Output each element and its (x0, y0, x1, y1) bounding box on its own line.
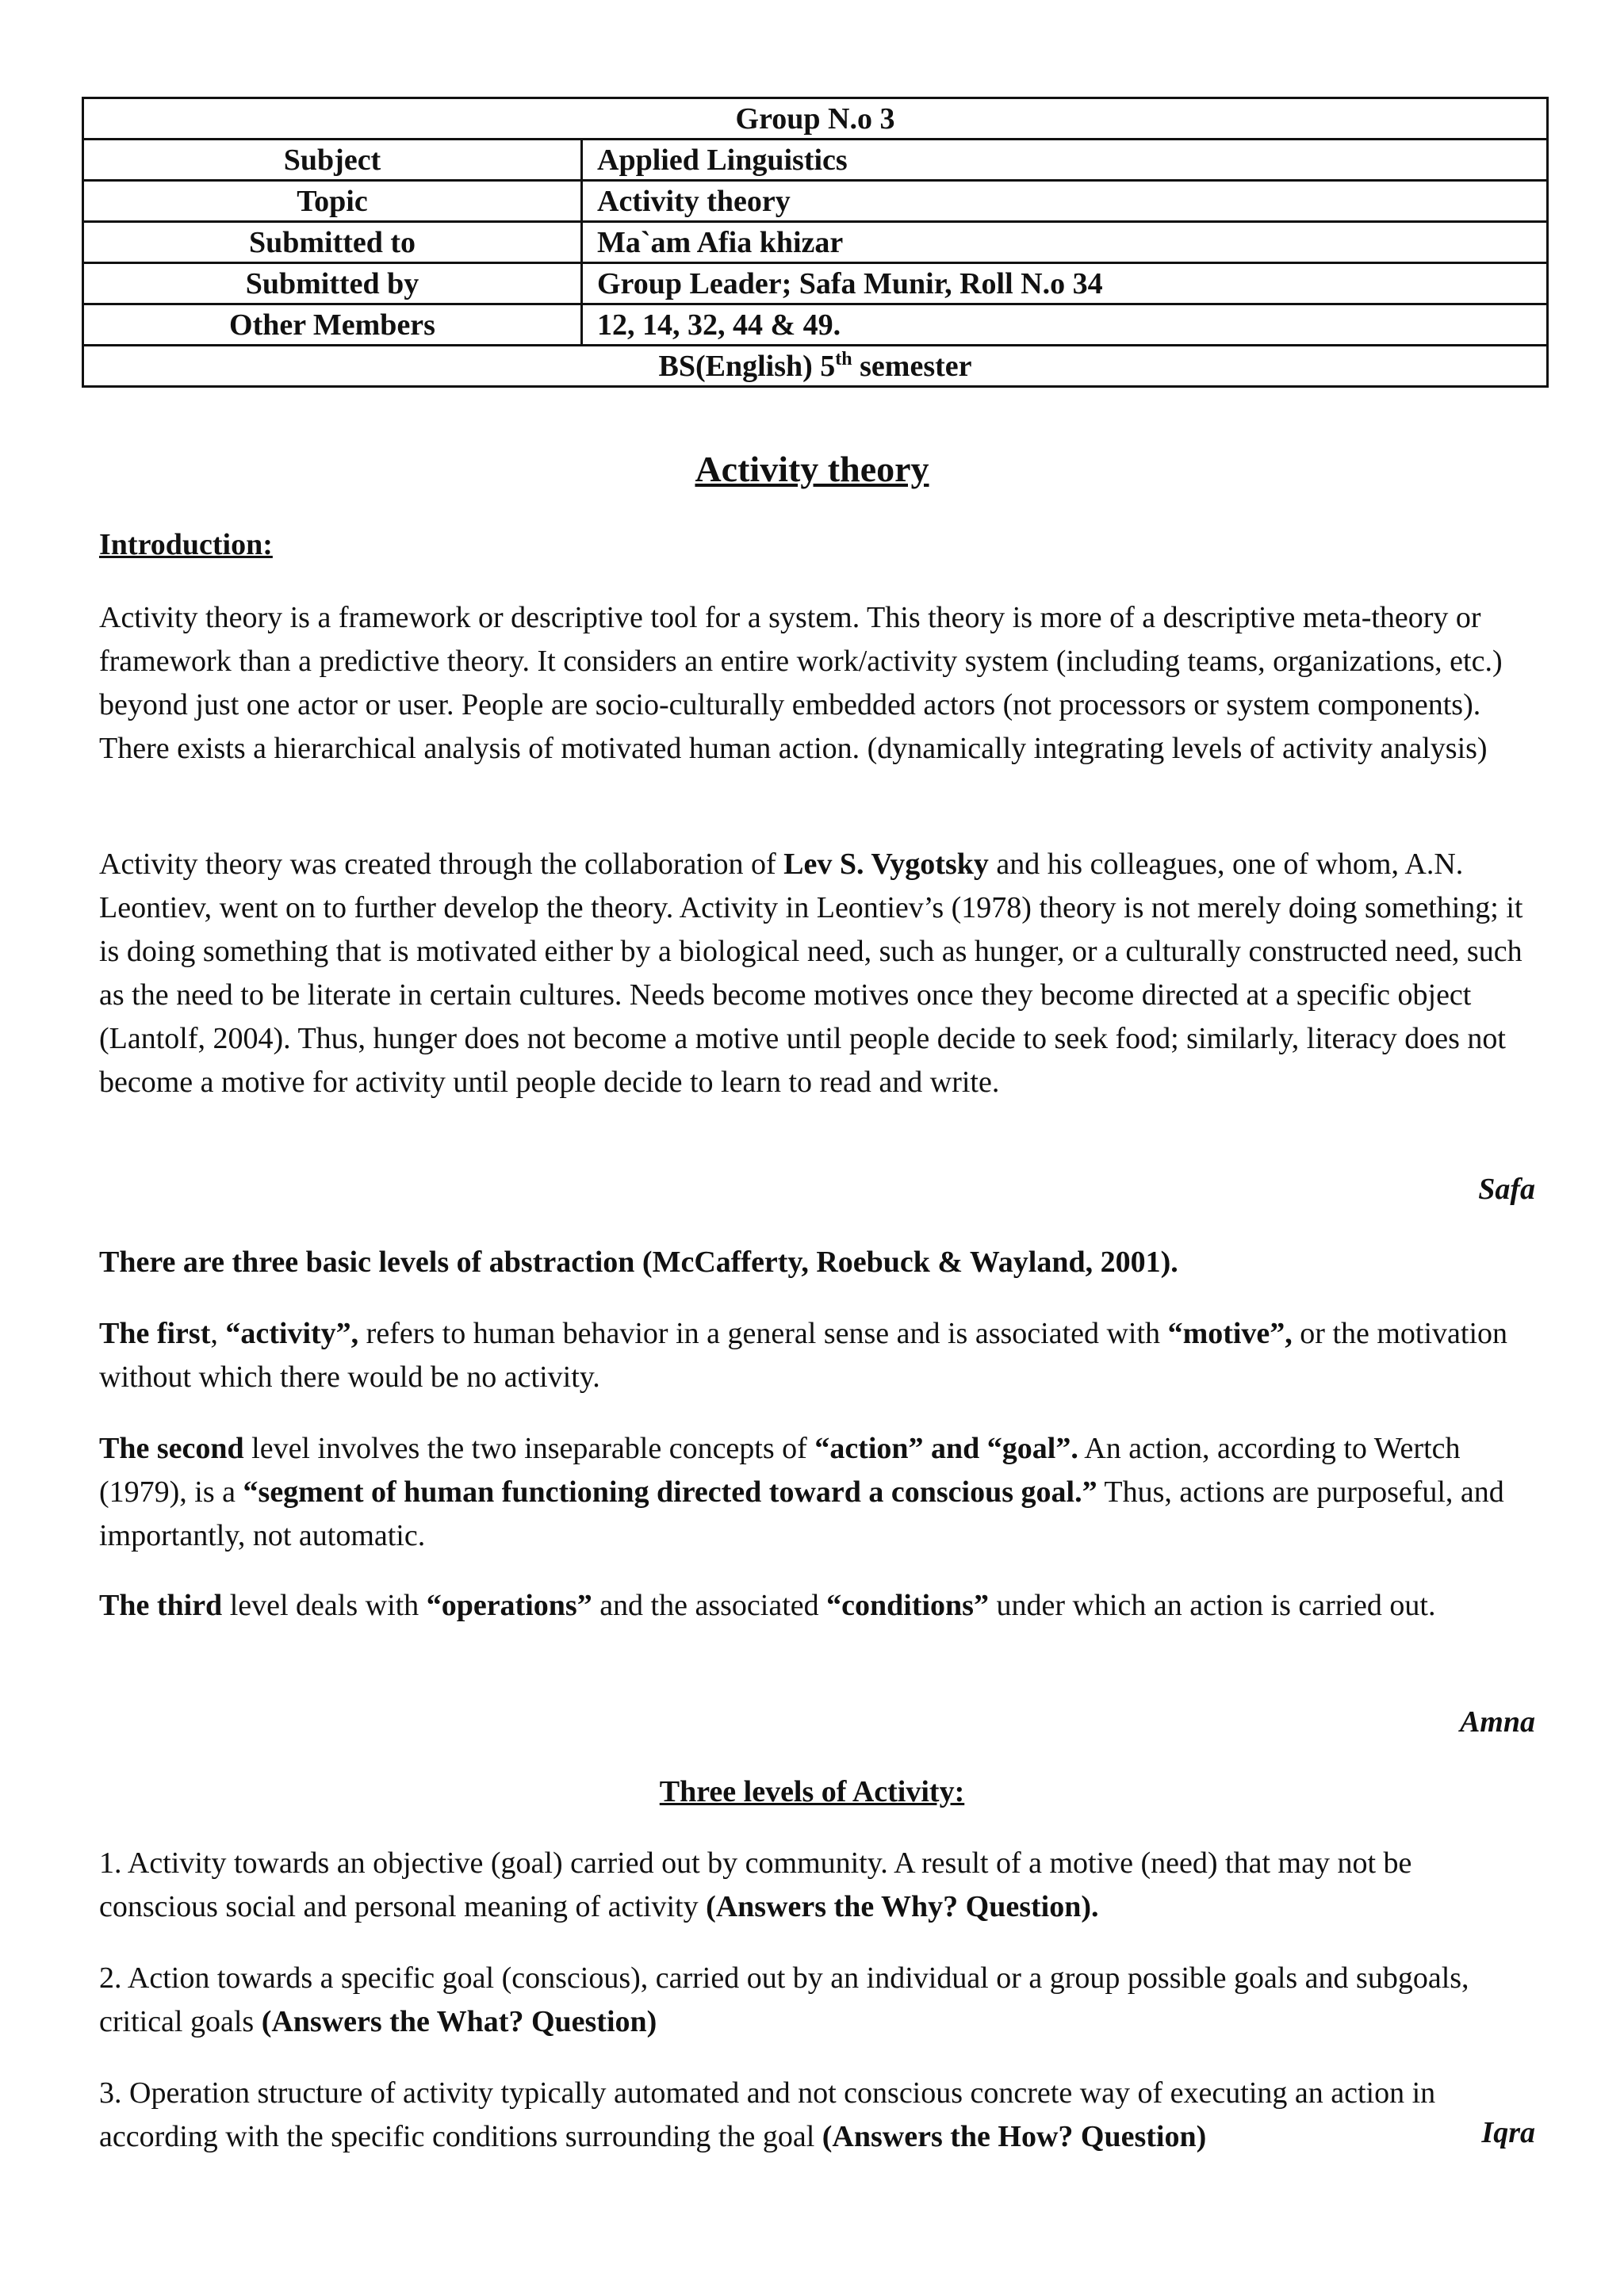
text-run: refers to human behavior in a general sense and is associated with (358, 1317, 1168, 1350)
bold-run: “activity”, (225, 1317, 359, 1350)
group-row (83, 98, 1548, 140)
program-cell (83, 346, 1548, 387)
three-levels-heading: Three levels of Activity: (659, 1775, 965, 1808)
row-label: Submitted to (83, 222, 582, 263)
list-item (99, 1842, 1534, 1929)
text-run: under which an action is carried out. (988, 1589, 1436, 1622)
text-run: level deals with (222, 1589, 427, 1622)
text-run: and his colleagues, one of whom, A.N. Leontiev, went on to further develop the theory. Activity in Leontiev’s (1978) theory is not merely doing something; it is doing something that is motivated either by a biological need, such as hunger, or a culturally constructed need, such as the need to be literate in certain cultures. Needs become motives once they become directed at a specific object (Lantolf, 2004). Thus, hunger does not become a motive until people decide to seek food; similarly, literacy does not become a motive for activity until people decide to learn to read and write. (99, 848, 1523, 1099)
bold-run: (Answers the What? Question) (261, 2005, 657, 2038)
text-run: 1. Activity towards an objective (goal) carried out by community. A result of a motive (need) that may not be conscious social and personal meaning of activity (99, 1846, 1412, 1923)
group-cell: Group N.o 3 (83, 98, 1548, 140)
second-level-paragraph (99, 1427, 1534, 1558)
program-row (83, 346, 1548, 387)
text-run: or the motivation without which there would be no activity. (99, 1317, 1508, 1394)
author-name: Lev S. Vygotsky (783, 848, 989, 881)
table-row (83, 222, 1548, 263)
text-run: 3. Operation structure of activity typically automated and not conscious concrete way of executing an action in according with the specific conditions surrounding the goal (99, 2076, 1436, 2153)
text-run: , (210, 1317, 226, 1350)
text-run: Activity theory was created through the collaboration of (99, 848, 784, 881)
text-run: and the associated (592, 1589, 827, 1622)
intro-paragraph-2 (99, 843, 1534, 1104)
row-label: Submitted by (83, 263, 582, 304)
row-value: Ma`am Afia khizar (582, 222, 1548, 263)
text-run: An action, according to Wertch (1979), is a (99, 1432, 1461, 1509)
header-table (82, 97, 1549, 388)
signature-amna: Amna (1459, 1705, 1535, 1739)
bold-run: The third (99, 1589, 223, 1622)
bold-run: “conditions” (826, 1589, 989, 1622)
table-row (83, 263, 1548, 304)
text-run: 2. Action towards a specific goal (conscious), carried out by an individual or a group possible goals and subgoals, critical goals (99, 1961, 1469, 2038)
bold-run: The first (99, 1317, 211, 1350)
program-prefix: BS(English) 5 (658, 349, 836, 383)
row-value: Activity theory (582, 181, 1548, 222)
signature-safa: Safa (1478, 1173, 1535, 1206)
row-label: Topic (83, 181, 582, 222)
text-run: Thus, actions are purposeful, and importantly, not automatic. (99, 1475, 1504, 1552)
intro-paragraph-1: Activity theory is a framework or descriptive tool for a system. This theory is more of a descriptive meta-theory or framework than a predictive theory. It considers an entire work/activity system (including teams, organizations, etc.) beyond just one actor or user. People are socio-culturally embedded actors (not processors or system components). There exists a hierarchical analysis of motivated human action. (dynamically integrating levels of activity analysis) (99, 601, 1503, 765)
bold-run: The second (99, 1432, 244, 1465)
program-sup: th (835, 348, 852, 369)
intro-heading: Introduction: (99, 528, 273, 561)
signature-iqra: Iqra (1481, 2116, 1535, 2149)
table-row (83, 181, 1548, 222)
levels-heading: There are three basic levels of abstraction (McCafferty, Roebuck & Wayland, 2001). (99, 1246, 1178, 1279)
bold-run: “action” and “goal”. (814, 1432, 1078, 1465)
table-row (83, 140, 1548, 181)
row-label: Subject (83, 140, 582, 181)
row-label: Other Members (83, 304, 582, 346)
text-run: level involves the two inseparable concepts of (243, 1432, 815, 1465)
third-level-paragraph (99, 1584, 1534, 1628)
list-item (99, 1957, 1534, 2044)
bold-run: “segment of human functioning directed toward a conscious goal.” (243, 1475, 1097, 1509)
list-item (99, 2072, 1479, 2159)
row-value: 12, 14, 32, 44 & 49. (582, 304, 1548, 346)
bold-run: “operations” (426, 1589, 592, 1622)
first-level-paragraph (99, 1312, 1534, 1399)
bold-run: (Answers the How? Question) (822, 2120, 1207, 2153)
row-value: Applied Linguistics (582, 140, 1548, 181)
bold-run: “motive”, (1167, 1317, 1293, 1350)
row-value: Group Leader; Safa Munir, Roll N.o 34 (582, 263, 1548, 304)
page-title: Activity theory (695, 449, 929, 489)
bold-run: (Answers the Why? Question). (706, 1890, 1099, 1923)
table-row (83, 304, 1548, 346)
program-suffix: semester (852, 349, 972, 383)
